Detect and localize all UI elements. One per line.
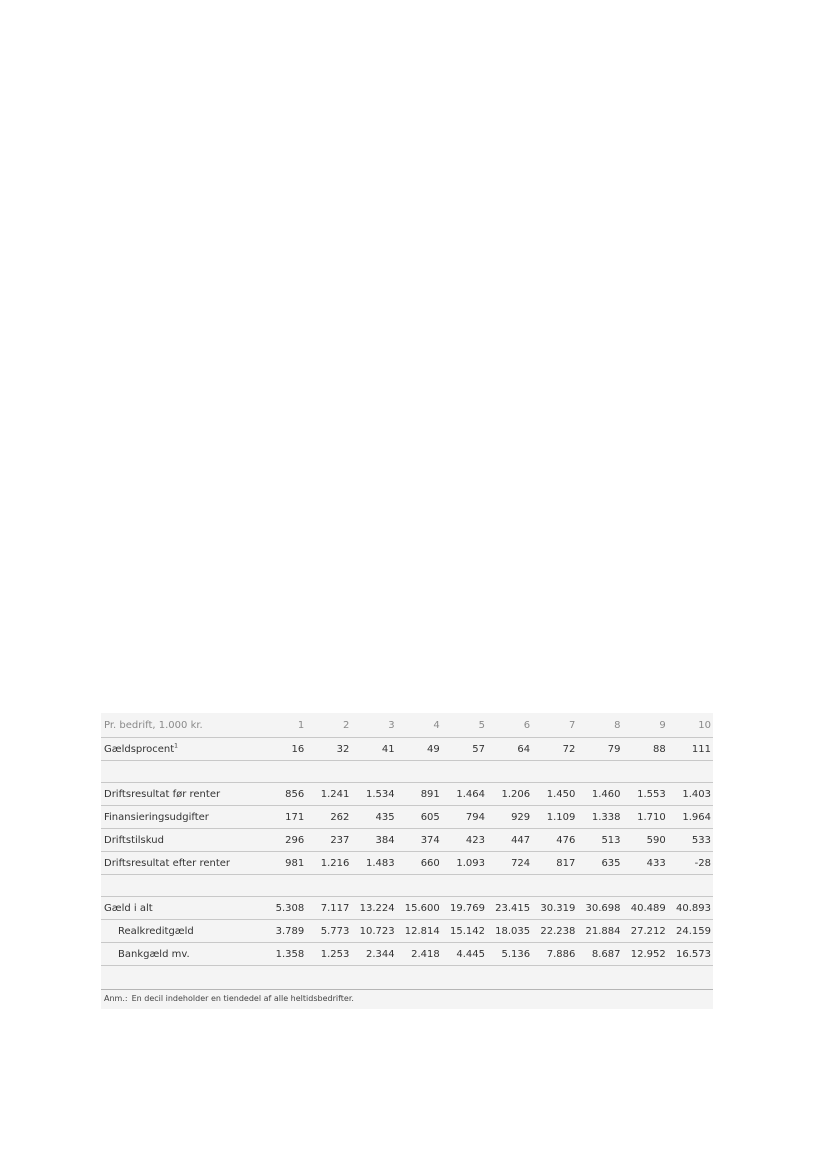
table-cell: 1.216 <box>306 852 351 875</box>
table-cell: 856 <box>261 783 306 806</box>
table-cell: 1.109 <box>532 806 577 829</box>
table-cell: 590 <box>623 829 668 852</box>
table-cell: 4.445 <box>442 943 487 966</box>
header-decile: 1 <box>261 713 306 738</box>
row-label <box>101 738 261 761</box>
header-decile: 2 <box>306 713 351 738</box>
header-label: Pr. bedrift, 1.000 kr. <box>101 713 261 738</box>
table-cell: 15.142 <box>442 920 487 943</box>
table-cell: 433 <box>623 852 668 875</box>
table-cell: 1.403 <box>668 783 713 806</box>
table-cell: 16.573 <box>668 943 713 966</box>
table-cell: 12.952 <box>623 943 668 966</box>
spacer-cell <box>101 875 713 897</box>
spacer-cell <box>101 761 713 783</box>
table-cell: 1.358 <box>261 943 306 966</box>
table-cell: 171 <box>261 806 306 829</box>
table-cell: 817 <box>532 852 577 875</box>
footnote-mark: 1 <box>174 742 178 750</box>
row-label: Realkreditgæld <box>101 920 261 943</box>
table-cell: 13.224 <box>351 897 396 920</box>
table-cell: 1.450 <box>532 783 577 806</box>
table-cell: 79 <box>577 738 622 761</box>
table-cell: 88 <box>623 738 668 761</box>
table-cell: 24.159 <box>668 920 713 943</box>
table-cell: 1.338 <box>577 806 622 829</box>
table-cell: 1.464 <box>442 783 487 806</box>
table-cell: 41 <box>351 738 396 761</box>
table-cell: 5.773 <box>306 920 351 943</box>
row-label: Gæld i alt <box>101 897 261 920</box>
spacer-row <box>101 761 713 783</box>
table-row <box>101 806 713 829</box>
header-decile: 5 <box>442 713 487 738</box>
table-cell: 32 <box>306 738 351 761</box>
spacer-row <box>101 875 713 897</box>
table-cell: -28 <box>668 852 713 875</box>
table-cell: 296 <box>261 829 306 852</box>
table-cell: 23.415 <box>487 897 532 920</box>
table-cell: 605 <box>397 806 442 829</box>
table-cell: 435 <box>351 806 396 829</box>
table-row <box>101 920 713 943</box>
table-cell: 1.093 <box>442 852 487 875</box>
table-cell: 15.600 <box>397 897 442 920</box>
table-cell: 57 <box>442 738 487 761</box>
table-cell: 16 <box>261 738 306 761</box>
table-cell: 7.117 <box>306 897 351 920</box>
table-cell: 1.483 <box>351 852 396 875</box>
table-row <box>101 829 713 852</box>
table-cell: 18.035 <box>487 920 532 943</box>
table-cell: 5.136 <box>487 943 532 966</box>
table-cell: 262 <box>306 806 351 829</box>
table-cell: 237 <box>306 829 351 852</box>
table-cell: 513 <box>577 829 622 852</box>
row-label-text: Gældsprocent <box>104 743 175 755</box>
header-decile: 4 <box>397 713 442 738</box>
table-cell: 891 <box>397 783 442 806</box>
spacer-cell <box>101 966 713 990</box>
table-cell: 12.814 <box>397 920 442 943</box>
table-cell: 794 <box>442 806 487 829</box>
decile-table-container <box>101 713 713 1009</box>
table-row <box>101 852 713 875</box>
spacer-row <box>101 966 713 990</box>
table-cell: 30.319 <box>532 897 577 920</box>
table-cell: 40.489 <box>623 897 668 920</box>
table-cell: 1.460 <box>577 783 622 806</box>
table-note <box>101 990 713 1009</box>
table-cell: 1.253 <box>306 943 351 966</box>
note-text: En decil indeholder en tiendedel af alle heltidsbedrifter. <box>131 994 354 1003</box>
table-cell: 1.241 <box>306 783 351 806</box>
table-cell: 7.886 <box>532 943 577 966</box>
table-cell: 30.698 <box>577 897 622 920</box>
table-cell: 8.687 <box>577 943 622 966</box>
table-cell: 3.789 <box>261 920 306 943</box>
table-cell: 1.206 <box>487 783 532 806</box>
table-cell: 447 <box>487 829 532 852</box>
note-prefix: Anm.: <box>104 994 128 1003</box>
table-cell: 40.893 <box>668 897 713 920</box>
table-cell: 49 <box>397 738 442 761</box>
table-row-gaeldsprocent <box>101 738 713 761</box>
table-cell: 1.534 <box>351 783 396 806</box>
table-cell: 72 <box>532 738 577 761</box>
table-cell: 5.308 <box>261 897 306 920</box>
table-cell: 660 <box>397 852 442 875</box>
table-cell: 374 <box>397 829 442 852</box>
table-cell: 1.553 <box>623 783 668 806</box>
header-decile: 6 <box>487 713 532 738</box>
header-decile: 10 <box>668 713 713 738</box>
table-row <box>101 943 713 966</box>
row-label: Driftstilskud <box>101 829 261 852</box>
table-cell: 724 <box>487 852 532 875</box>
table-cell: 21.884 <box>577 920 622 943</box>
table-cell: 19.769 <box>442 897 487 920</box>
table-cell: 423 <box>442 829 487 852</box>
table-cell: 929 <box>487 806 532 829</box>
header-decile: 9 <box>623 713 668 738</box>
table-cell: 981 <box>261 852 306 875</box>
table-cell: 1.964 <box>668 806 713 829</box>
row-label: Bankgæld mv. <box>101 943 261 966</box>
table-row <box>101 897 713 920</box>
header-decile: 7 <box>532 713 577 738</box>
header-decile: 3 <box>351 713 396 738</box>
row-label: Finansieringsudgifter <box>101 806 261 829</box>
table-cell: 22.238 <box>532 920 577 943</box>
row-label: Driftsresultat før renter <box>101 783 261 806</box>
table-cell: 533 <box>668 829 713 852</box>
table-cell: 111 <box>668 738 713 761</box>
header-decile: 8 <box>577 713 622 738</box>
table-cell: 384 <box>351 829 396 852</box>
table-cell: 2.418 <box>397 943 442 966</box>
table-cell: 64 <box>487 738 532 761</box>
decile-table <box>101 713 713 990</box>
table-cell: 476 <box>532 829 577 852</box>
row-label: Driftsresultat efter renter <box>101 852 261 875</box>
table-cell: 635 <box>577 852 622 875</box>
table-cell: 27.212 <box>623 920 668 943</box>
table-cell: 10.723 <box>351 920 396 943</box>
table-header-row <box>101 713 713 738</box>
table-cell: 1.710 <box>623 806 668 829</box>
table-row <box>101 783 713 806</box>
table-cell: 2.344 <box>351 943 396 966</box>
